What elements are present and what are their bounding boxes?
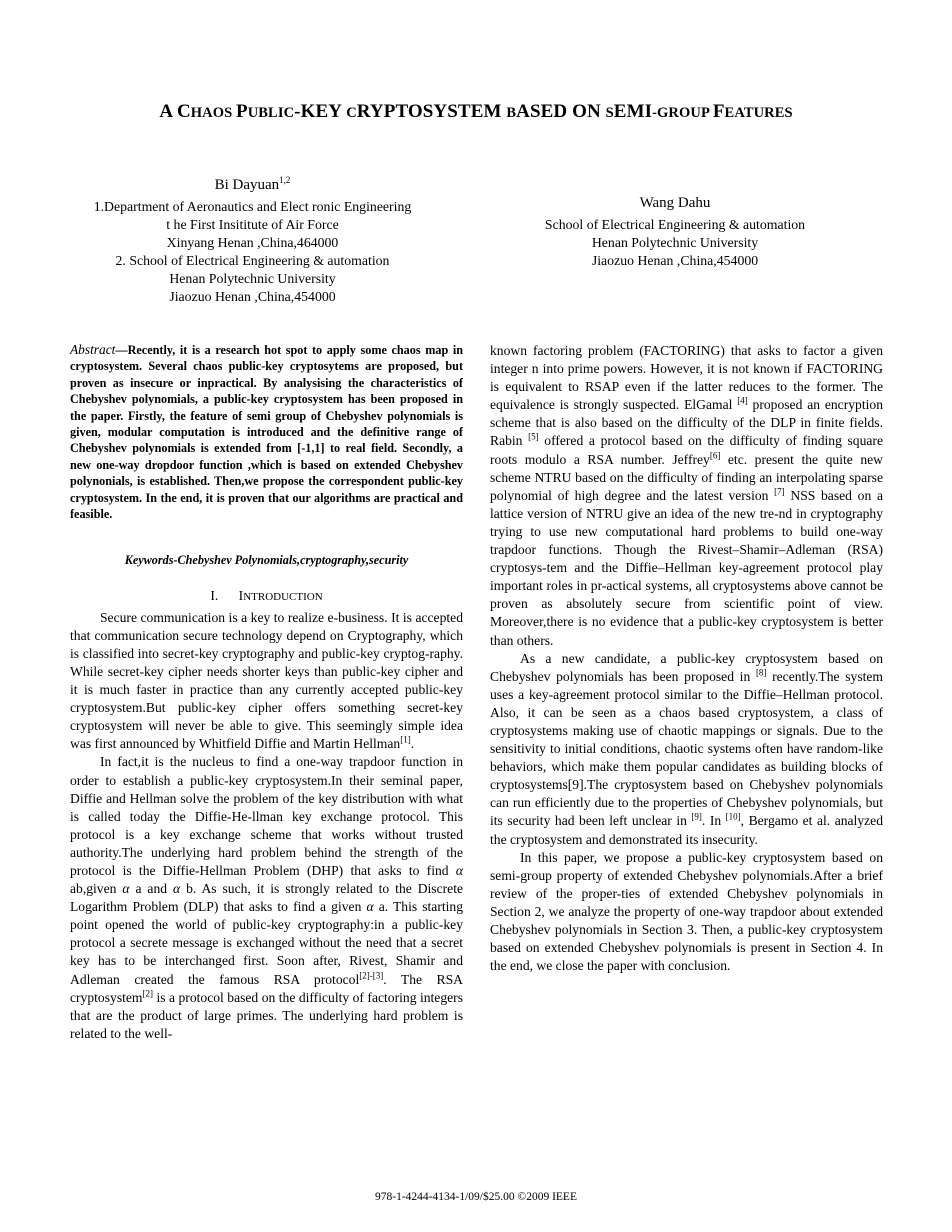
author-name: Bi Dayuan (214, 177, 280, 193)
affiliation-line: School of Electrical Engineering & automation (544, 217, 806, 232)
left-column (70, 342, 463, 1043)
text-run: recently.The system uses a key-agreement protocol similar to the Diffie–Hellman protocol. Also, it can be seen as a chaos based cryptosystem, a class of cryptosystems making use of chaotic mappings or signals. Due to the sensitivity to initial conditions, chaotic systems often have random-like behaviors, which make them popular candidates as building blocks of cryptosystems[9].The cryptosystem based on Chebyshev polynomials can run efficiently due to the properties of Chebyshev polynomials, but its security had been left unclear in (490, 668, 883, 829)
text-run: proposed an encryption scheme that is also based on the difficulty of the DLP in finite fields. Rabin (490, 397, 883, 449)
title-segment: HAOS (190, 105, 236, 121)
title-segment: EMI (613, 101, 653, 122)
title-segment: A (159, 101, 177, 122)
text-run: NSS based on a lattice version of NTRU give an idea of the new tre-nd in cryptography trying to use new computational hard problems to build one-way trapdoor functions. Though the Rivest–Shamir–Adleman (RSA) cryptosys-tem and the Diffie–Hellman key-agreement protocol play important roles in pr-actical systems, all cryptosystems above cannot be proven as absolutely secure from scientific point of view. Moreover,there is no evidence that a public-key cryptosystem is better than others. (490, 487, 883, 648)
section-heading (70, 587, 463, 606)
affiliation-line: 1.Department of Aeronautics and Elect ronic Engineering (93, 199, 412, 214)
citation: [6] (709, 450, 721, 461)
abstract-text: Recently, it is a research hot spot to apply some chaos map in cryptosystem. Several chaos public-key cryptosytems are proposed, but proven as insecure or inpractical. By analysising the characteristics of Chebyshev polynomials, a public-key cryptosystem has been proposed in the paper. Firstly, the feature of semi group of Chebyshev polynomials is given, modular computation is introduced and the definitive range of Chebyshev polynomials is extended from [-1,1] to real field. Secondly, a new one-way dropdoor function ,which is based on extended Chebyshev polynonials, is established. Then,we propose the correspondent public-key cryptosystem. In the end, it is proven that our algorithms are practical and feasible. (70, 343, 463, 522)
body-paragraph (490, 342, 883, 650)
body-paragraph (70, 753, 463, 1043)
paper-title (0, 101, 952, 123)
author-name: Wang Dahu (639, 195, 711, 211)
title-segment: -KEY (294, 101, 347, 122)
text-run: In fact,it is the nucleus to find a one-way trapdoor function in order to establish a public-key cryptosystem.In their seminal paper, Diffie and Hellman solve the problem of the key distribution with what is called today the Diffie-He-llman key exchange protocol. This protocol is a key exchange scheme that works without trusted authority.The underlying hard problem behind the strength of the protocol is the Diffie-Hellman Problem (DHP) that asks to find (70, 754, 463, 878)
section-number: I. (210, 587, 219, 603)
text-run: , Bergamo et al. analyzed the cryptosystem and demonstrated its insecurity. (490, 813, 883, 847)
abstract (70, 342, 463, 522)
citation: [8] (755, 667, 767, 678)
title-segment: RYPTOSYSTEM (356, 101, 507, 122)
author-block-2 (490, 194, 860, 270)
alpha-symbol: α (366, 899, 374, 915)
text-run: is a protocol based on the difficulty of factoring integers that are the product of large primes. The underlying hard problem is related to the well- (70, 989, 463, 1041)
citation: [5] (528, 431, 539, 442)
citation: [7] (774, 486, 785, 497)
title-segment: C (346, 105, 357, 121)
text-run: ab,given (70, 881, 123, 897)
text-run: a and (129, 881, 173, 897)
alpha-symbol: α (173, 881, 181, 897)
citation: [2] (142, 988, 153, 999)
section-title-initial: I (238, 587, 244, 603)
author-block-1 (60, 176, 445, 306)
keywords: Keywords-Chebyshev Polynomials,cryptography,security (124, 553, 409, 568)
alpha-symbol: α (122, 881, 130, 897)
text-run: . (410, 736, 415, 752)
text-run: Secure communication is a key to realize e-business. It is accepted that communication secure technology depend on Cryptography, which is classified into secret-key cryptography and public-key cryptog-raphy. While secret-key cipher needs shorter keys than public-key cipher and it is much faster in practice than any currently accepted public-key cryptosystem.But public-key cipher offers something secret-key cryptosystem will never be able to give. This seemingly simple idea was first announced by Whitfield Diffie and Martin Hellman (70, 609, 463, 752)
citation: [10] (725, 811, 741, 822)
affiliation-line: Jiaozuo Henan ,China,454000 (591, 253, 759, 268)
text-run: offered a protocol based on the difficulty of finding square roots modulo a RSA number. Jeffrey (490, 433, 883, 467)
text-run: etc. present the quite new scheme NTRU based on the difficulty of finding an interpolating sparse polynomial of high degree and the latest version (490, 451, 883, 503)
title-segment: P (236, 101, 248, 122)
footer-copyright: 978-1-4244-4134-1/09/$25.00 ©2009 IEEE (375, 1191, 577, 1203)
title-segment: EATURES (724, 105, 793, 121)
title-segment: C (176, 101, 191, 122)
body-paragraph (490, 849, 883, 976)
affiliation-line: Jiaozuo Henan ,China,454000 (169, 289, 336, 304)
alpha-symbol: α (455, 862, 463, 878)
title-segment: ASED ON (516, 101, 606, 122)
citation: [1] (400, 734, 411, 745)
affiliation-line: Henan Polytechnic University (591, 235, 759, 250)
citation: [9] (691, 811, 702, 822)
right-column (490, 342, 883, 975)
text-run: b. As such, it is strongly related to the Discrete Logarithm Problem (DLP) that asks to find a given (70, 881, 463, 915)
abstract-dash: — (115, 343, 128, 357)
title-segment: UBLIC (247, 105, 295, 121)
author-affiliation-sup: 1,2 (279, 175, 291, 185)
title-segment: F (712, 101, 725, 122)
affiliation-line: Henan Polytechnic University (169, 271, 336, 286)
text-run: In this paper, we propose a public-key cryptosystem based on semi-group property of extended Chebyshev polynomials.After a brief review of the proper-ties of extended Chebyshev polynomials in Section 2, we analyze the property of one-way trapdoor about extended Chebyshev polynomials in Section 3. Then, a public-key cryptosystem based on extended Chebyshev polynomials is present in Section 4. In the end, we close the paper with conclusion. (490, 849, 883, 974)
affiliation-line: t he First Insititute of Air Force (166, 217, 339, 232)
body-paragraph (490, 650, 883, 849)
body-paragraph (70, 609, 463, 754)
title-segment: S (605, 105, 614, 121)
text-run: known factoring problem (FACTORING) that asks to factor a given integer n into prime powers. However, it is not known if FACTORING is equivalent to RSAP even if the latter reduces to the former. The equivalence is strongly suspected. ElGamal (490, 343, 883, 413)
affiliation-line: 2. School of Electrical Engineering & automation (115, 253, 390, 268)
title-segment: -GROUP (652, 105, 713, 121)
section-title-rest: NTRODUCTION (243, 590, 323, 603)
text-run: a. This starting point opened the world of public-key cryptography:in a public-key protocol a secrete message is exchanged without the need that a secret key has to be interchanged first. Soon after, Rivest, Shamir and Adleman created the famous RSA protocol (70, 899, 463, 987)
text-run: . In (701, 813, 726, 829)
abstract-label: Abstract (70, 342, 116, 357)
title-segment: B (506, 105, 517, 121)
affiliation-line: Xinyang Henan ,China,464000 (166, 235, 339, 250)
text-run: . The RSA cryptosystem (70, 971, 463, 1005)
citation: [2]-[3] (359, 970, 384, 980)
text-run: As a new candidate, a public-key cryptosystem based on Chebyshev polynomials has been proposed in (490, 650, 883, 684)
citation: [4] (737, 395, 748, 406)
